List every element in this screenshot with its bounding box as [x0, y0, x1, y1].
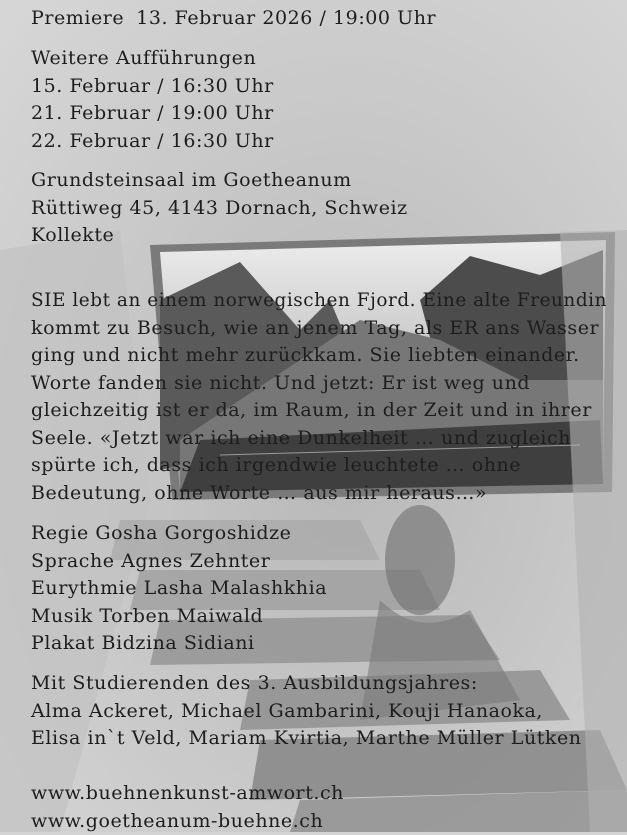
- website-link[interactable]: www.buehnenkunst-amwort.ch: [31, 780, 344, 808]
- cast-line: Alma Ackeret, Michael Gambarini, Kouji Hanaoka,: [31, 698, 582, 726]
- venue-block: [31, 167, 408, 250]
- description-line: Bedeutung, ohne Worte … aus mir heraus…»: [31, 480, 607, 508]
- premiere-datetime: 13. Februar 2026 / 19:00 Uhr: [136, 7, 436, 29]
- description-line: SIE lebt an einem norwegischen Fjord. Eine alte Freundin: [31, 287, 607, 315]
- credit-line: Plakat Bidzina Sidiani: [31, 630, 327, 658]
- premiere-line: [31, 5, 436, 33]
- premiere-label: Premiere: [31, 7, 124, 29]
- venue-hall: Grundsteinsaal im Goetheanum: [31, 167, 408, 195]
- cast-line: Elisa in`t Veld, Mariam Kvirtia, Marthe Müller Lütken: [31, 725, 582, 753]
- cast-intro: Mit Studierenden des 3. Ausbildungsjahres:: [31, 670, 582, 698]
- credits-block: [31, 520, 327, 658]
- description-line: gleichzeitig ist er da, im Raum, in der Zeit und in ihrer: [31, 397, 607, 425]
- credit-line: Eurythmie Lasha Malashkhia: [31, 575, 327, 603]
- description-block: [31, 287, 607, 507]
- description-line: kommt zu Besuch, wie an jenem Tag, als ER ans Wasser: [31, 315, 607, 343]
- description-line: Worte fanden sie nicht. Und jetzt: Er ist weg und: [31, 370, 607, 398]
- links-block: [31, 780, 344, 835]
- venue-address: Rüttiweg 45, 4143 Dornach, Schweiz: [31, 195, 408, 223]
- credit-line: Musik Torben Maiwald: [31, 603, 327, 631]
- description-line: Seele. «Jetzt war ich eine Dunkelheit … und zugleich: [31, 425, 607, 453]
- further-performances: [31, 45, 274, 155]
- credit-line: Sprache Agnes Zehnter: [31, 548, 327, 576]
- website-link[interactable]: www.goetheanum-buehne.ch: [31, 808, 344, 835]
- performance-date: 21. Februar / 19:00 Uhr: [31, 100, 274, 128]
- further-heading: Weitere Aufführungen: [31, 45, 274, 73]
- cast-block: [31, 670, 582, 753]
- performance-date: 22. Februar / 16:30 Uhr: [31, 128, 274, 156]
- description-line: ging und nicht mehr zurückkam. Sie liebten einander.: [31, 342, 607, 370]
- description-line: spürte ich, dass ich irgendwie leuchtete … ohne: [31, 452, 607, 480]
- performance-date: 15. Februar / 16:30 Uhr: [31, 73, 274, 101]
- venue-admission: Kollekte: [31, 222, 408, 250]
- credit-line: Regie Gosha Gorgoshidze: [31, 520, 327, 548]
